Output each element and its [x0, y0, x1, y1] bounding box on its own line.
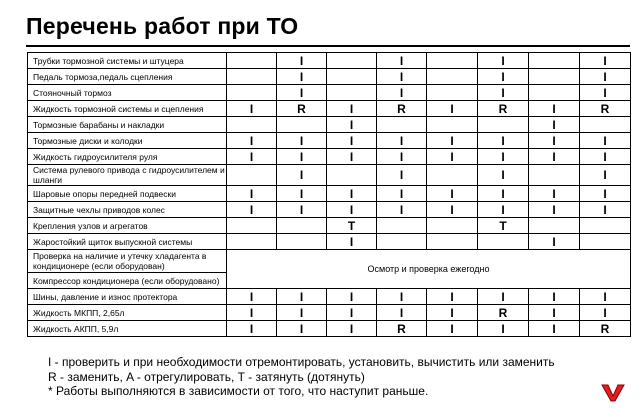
table-row [28, 321, 631, 337]
interval-mark-cell: I [478, 149, 529, 165]
interval-mark-cell [227, 234, 277, 250]
interval-mark-cell [327, 69, 377, 85]
interval-mark-cell: I [529, 117, 580, 133]
interval-mark-cell: I [580, 149, 631, 165]
operation-cell: Шины, давление и износ протектора [28, 289, 227, 305]
interval-mark-cell [227, 218, 277, 234]
interval-mark-cell: I [327, 289, 377, 305]
interval-mark-cell: R [478, 305, 529, 321]
operation-cell: Жидкость тормозной системы и сцепления [28, 101, 227, 117]
operation-cell: Стояночный тормоз [28, 85, 227, 101]
interval-mark-cell: I [327, 149, 377, 165]
legend-line: R - заменить, A - отрегулировать, T - затянуть (дотянуть) [48, 369, 365, 384]
interval-mark-cell [377, 117, 427, 133]
operation-cell: Тормозные диски и колодки [28, 133, 227, 149]
interval-mark-cell [529, 69, 580, 85]
interval-mark-cell [427, 117, 478, 133]
interval-mark-cell: I [227, 289, 277, 305]
table-row [28, 186, 631, 202]
interval-mark-cell: I [529, 101, 580, 117]
interval-mark-cell: I [327, 321, 377, 337]
interval-mark-cell: R [580, 321, 631, 337]
interval-mark-cell [580, 218, 631, 234]
interval-mark-cell: I [227, 101, 277, 117]
interval-mark-cell: I [580, 186, 631, 202]
operation-cell: Проверка на наличие и утечку хладагента в кондиционере (если оборудован) [28, 250, 227, 273]
interval-mark-cell: I [227, 321, 277, 337]
interval-mark-cell: I [377, 69, 427, 85]
interval-mark-cell: R [377, 321, 427, 337]
interval-mark-cell: I [377, 305, 427, 321]
interval-mark-cell: I [529, 234, 580, 250]
interval-mark-cell: I [529, 133, 580, 149]
interval-mark-cell: I [277, 85, 327, 101]
interval-mark-cell: I [277, 165, 327, 186]
interval-mark-cell: I [580, 133, 631, 149]
interval-mark-cell: I [580, 165, 631, 186]
interval-mark-cell: I [227, 202, 277, 218]
interval-mark-cell: I [580, 53, 631, 69]
interval-mark-cell [529, 85, 580, 101]
interval-mark-cell [277, 117, 327, 133]
interval-mark-cell: I [377, 165, 427, 186]
interval-mark-cell: I [580, 69, 631, 85]
interval-mark-cell: I [529, 321, 580, 337]
interval-mark-cell: I [277, 53, 327, 69]
interval-mark-cell [427, 218, 478, 234]
operation-cell: Жидкость гидроусилителя руля [28, 149, 227, 165]
table-row [28, 69, 631, 85]
annual-inspection-note: Осмотр и проверка ежегодно [227, 250, 631, 289]
table-row [28, 85, 631, 101]
operation-cell: Жидкость АКПП, 5,9л [28, 321, 227, 337]
title-underline [26, 45, 630, 47]
operation-cell: Тормозные барабаны и накладки [28, 117, 227, 133]
table-row [28, 133, 631, 149]
interval-mark-cell: I [277, 305, 327, 321]
interval-mark-cell: I [327, 234, 377, 250]
interval-mark-cell [427, 234, 478, 250]
interval-mark-cell: I [377, 289, 427, 305]
interval-mark-cell: I [227, 149, 277, 165]
table-row [28, 53, 631, 69]
interval-mark-cell [227, 165, 277, 186]
interval-mark-cell [277, 234, 327, 250]
interval-mark-cell: I [427, 186, 478, 202]
interval-mark-cell: I [277, 202, 327, 218]
interval-mark-cell: T [478, 218, 529, 234]
interval-mark-cell: I [529, 149, 580, 165]
interval-mark-cell: I [327, 133, 377, 149]
table-row [28, 101, 631, 117]
interval-mark-cell [327, 85, 377, 101]
interval-mark-cell: I [427, 305, 478, 321]
interval-mark-cell: I [227, 186, 277, 202]
interval-mark-cell: R [277, 101, 327, 117]
interval-mark-cell: I [529, 186, 580, 202]
maintenance-table [27, 52, 631, 337]
interval-mark-cell: I [478, 289, 529, 305]
interval-mark-cell: I [478, 321, 529, 337]
interval-mark-cell [478, 234, 529, 250]
table-row [28, 234, 631, 250]
operation-cell: Шаровые опоры передней подвески [28, 186, 227, 202]
interval-mark-cell: I [478, 69, 529, 85]
interval-mark-cell: I [529, 305, 580, 321]
interval-mark-cell: I [478, 133, 529, 149]
table-row [28, 149, 631, 165]
operation-cell: Трубки тормозной системы и штуцера [28, 53, 227, 69]
operation-cell: Крепления узлов и агрегатов [28, 218, 227, 234]
interval-mark-cell: T [327, 218, 377, 234]
interval-mark-cell: I [478, 85, 529, 101]
table-row [28, 165, 631, 186]
interval-mark-cell [377, 234, 427, 250]
interval-mark-cell: I [427, 289, 478, 305]
interval-mark-cell: I [227, 133, 277, 149]
interval-mark-cell [277, 218, 327, 234]
interval-mark-cell [580, 234, 631, 250]
interval-mark-cell: I [327, 117, 377, 133]
interval-mark-cell: I [478, 53, 529, 69]
legend [48, 355, 555, 399]
interval-mark-cell: I [427, 202, 478, 218]
interval-mark-cell: I [377, 133, 427, 149]
interval-mark-cell [227, 53, 277, 69]
page-title: Перечень работ при ТО [26, 13, 299, 39]
table-row [28, 289, 631, 305]
interval-mark-cell: I [478, 165, 529, 186]
interval-mark-cell: I [277, 69, 327, 85]
site-logo-v-icon [600, 383, 626, 408]
interval-mark-cell: R [478, 101, 529, 117]
interval-mark-cell: I [277, 149, 327, 165]
interval-mark-cell: I [427, 133, 478, 149]
interval-mark-cell [327, 53, 377, 69]
interval-mark-cell [227, 117, 277, 133]
table-row [28, 305, 631, 321]
interval-mark-cell: R [377, 101, 427, 117]
interval-mark-cell [427, 69, 478, 85]
interval-mark-cell: I [277, 133, 327, 149]
interval-mark-cell: I [327, 101, 377, 117]
interval-mark-cell: I [580, 305, 631, 321]
table-row [28, 202, 631, 218]
interval-mark-cell [478, 117, 529, 133]
interval-mark-cell: I [327, 202, 377, 218]
interval-mark-cell: I [427, 149, 478, 165]
interval-mark-cell: I [277, 186, 327, 202]
interval-mark-cell: I [377, 202, 427, 218]
operation-cell: Жаростойкий щиток выпускной системы [28, 234, 227, 250]
interval-mark-cell: I [227, 305, 277, 321]
interval-mark-cell [227, 85, 277, 101]
interval-mark-cell: I [277, 289, 327, 305]
interval-mark-cell: I [327, 305, 377, 321]
interval-mark-cell: I [529, 202, 580, 218]
operation-cell: Система рулевого привода с гидроусилителем и шланги [28, 165, 227, 186]
interval-mark-cell [327, 165, 377, 186]
interval-mark-cell: I [580, 289, 631, 305]
interval-mark-cell [227, 69, 277, 85]
operation-cell: Педаль тормоза,педаль сцепления [28, 69, 227, 85]
interval-mark-cell: I [377, 53, 427, 69]
table-row [28, 117, 631, 133]
interval-mark-cell: I [478, 186, 529, 202]
operation-cell: Жидкость МКПП, 2,65л [28, 305, 227, 321]
operation-cell: Защитные чехлы приводов колес [28, 202, 227, 218]
interval-mark-cell [529, 218, 580, 234]
interval-mark-cell: I [580, 85, 631, 101]
interval-mark-cell [580, 117, 631, 133]
interval-mark-cell: I [377, 85, 427, 101]
interval-mark-cell: I [377, 149, 427, 165]
interval-mark-cell [377, 218, 427, 234]
table-row [28, 218, 631, 234]
interval-mark-cell: I [580, 202, 631, 218]
interval-mark-cell [427, 165, 478, 186]
interval-mark-cell: I [327, 186, 377, 202]
operation-cell: Компрессор кондиционера (если оборудовано) [28, 273, 227, 289]
interval-mark-cell: I [427, 321, 478, 337]
interval-mark-cell: I [427, 101, 478, 117]
interval-mark-cell: R [580, 101, 631, 117]
interval-mark-cell: I [478, 202, 529, 218]
interval-mark-cell [529, 53, 580, 69]
legend-line: * Работы выполняются в зависимости от того, что наступит раньше. [48, 384, 429, 398]
interval-mark-cell [529, 165, 580, 186]
interval-mark-cell [427, 53, 478, 69]
legend-line: I - проверить и при необходимости отремонтировать, установить, вычистить или заменить [48, 355, 555, 369]
interval-mark-cell: I [277, 321, 327, 337]
interval-mark-cell: I [377, 186, 427, 202]
interval-mark-cell [427, 85, 478, 101]
interval-mark-cell: I [529, 289, 580, 305]
